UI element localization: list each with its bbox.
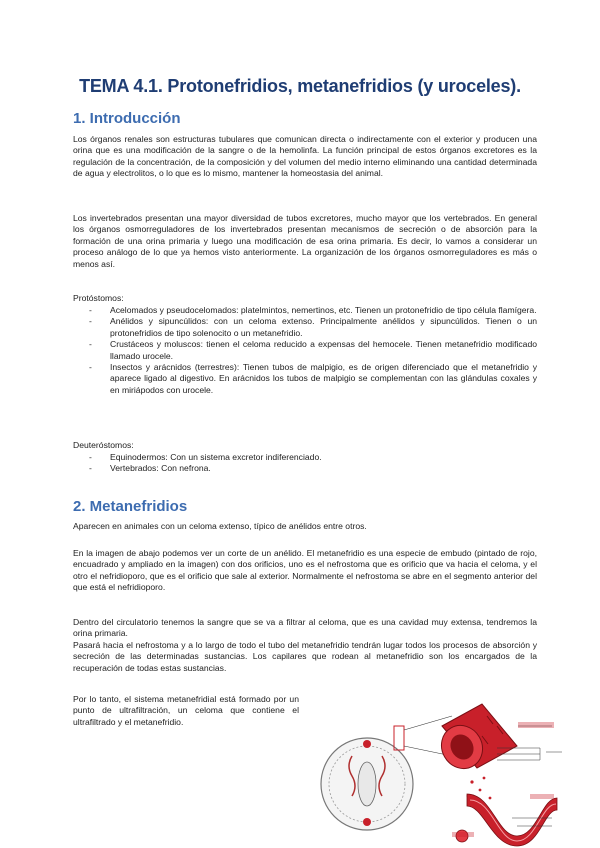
highlight-box — [394, 726, 404, 750]
deuterostomes-label: Deuteróstomos: — [73, 440, 134, 450]
blood-vessel-bottom — [456, 794, 557, 846]
metanephridia-paragraph-3: Dentro del circulatorio tenemos la sangre que se va a filtrar al celoma, que es una cavidad muy extensa, tendremos la orina primaria. — [73, 617, 537, 639]
page-title: TEMA 4.1. Protonefridios, metanefridios (y uroceles). — [79, 76, 521, 96]
deuterostomes-list — [73, 452, 537, 475]
list-item: - Equinodermos: Con un sistema excretor indiferenciado. — [89, 452, 322, 462]
blood-vessel-top — [434, 704, 517, 776]
intro-paragraph-2: Los invertebrados presentan una mayor diversidad de tubos excretores, mucho mayor que los vertebrados. En general los órganos osmorreguladores de los invertebrados presentan mecanismos de secreción o de absorción para la formación de una orina primaria y luego una modificación de esa orina primaria. Es decir, lo vamos a considerar un proceso análogo de lo que ya hemos visto anteriormente. La organización de los órganos osmorreguladores es más o menos así. — [73, 213, 537, 269]
metanephridia-paragraph-4: Pasará hacia el nefrostoma y a lo largo de todo el tubo del metanefridio tendrán lugar todos los procesos de absorción y secreción de las determinadas sustancias. Los capilares que rodean al metanefridio son los encargados de la recuperación de todas estas sustancias. — [73, 640, 537, 673]
metanephridia-paragraph-2: En la imagen de abajo podemos ver un corte de un anélido. El metanefridio es una especie de embudo (pintado de rojo, encuadrado y ampliado en la imagen) con dos orificios, uno es el nefrostoma que es orificio que va hacia el celoma, y el otro el nefridioporo, que es el orificio que sale al exterior. Normalmente el nefrostoma se abre en el segmento anterior del que está el nefridioporo. — [73, 548, 537, 593]
list-item: - Crustáceos y moluscos: tienen el celoma reducido a expensas del hemocele. Tienen metanefridio modificado llamado urocele. — [89, 339, 537, 361]
protostomes-list — [73, 305, 537, 396]
annelid-section-figure — [312, 686, 574, 848]
metanephridia-paragraph-5: Por lo tanto, el sistema metanefridial está formado por un punto de ultrafiltración, un celoma que contiene el ultrafiltrado y el metanefridio. — [73, 694, 299, 727]
list-item: - Anélidos y sipuncúlidos: con un celoma extenso. Principalmente anélidos y sipuncúlidos. Tienen o un protonefridios de tipo solenocito o un metanefridio. — [89, 316, 537, 338]
annelid-cross-section — [321, 738, 413, 830]
list-item: - Acelomados y pseudocelomados: platelmintos, nemertinos, etc. Tienen un protonefridio de tipo célula flamígera. — [89, 305, 537, 315]
intro-paragraph-1: Los órganos renales son estructuras tubulares que comunican directa o indirectamente con el exterior y producen una orina que es una modificación de la sangre o de la hemolinfa. La función principal de estos órganos excretores es la regulación de la concentración, de la composición y del volumen del medio interno eliminando una cantidad determinada de agua y electrolitos, o lo que es lo mismo, mantener la homeostasia del animal. — [73, 134, 537, 179]
section-heading-metanefridios: 2. Metanefridios — [73, 498, 188, 515]
list-item: - Vertebrados: Con nefrona. — [89, 463, 211, 474]
section-heading-introduccion: 1. Introducción — [73, 110, 181, 127]
list-item: - Insectos y arácnidos (terrestres): Tienen tubos de malpigio, es de origen diferenciado que el metanefridio y aparece ligado al digestivo. En arácnidos los tubos de malpigio se complementan con las glándulas coxales y en miriápodos con urocele. — [89, 362, 537, 395]
metanephridia-paragraph-1: Aparecen en animales con un celoma extenso, típico de anélidos entre otros. — [73, 521, 367, 531]
protostomes-label: Protóstomos: — [73, 293, 124, 303]
